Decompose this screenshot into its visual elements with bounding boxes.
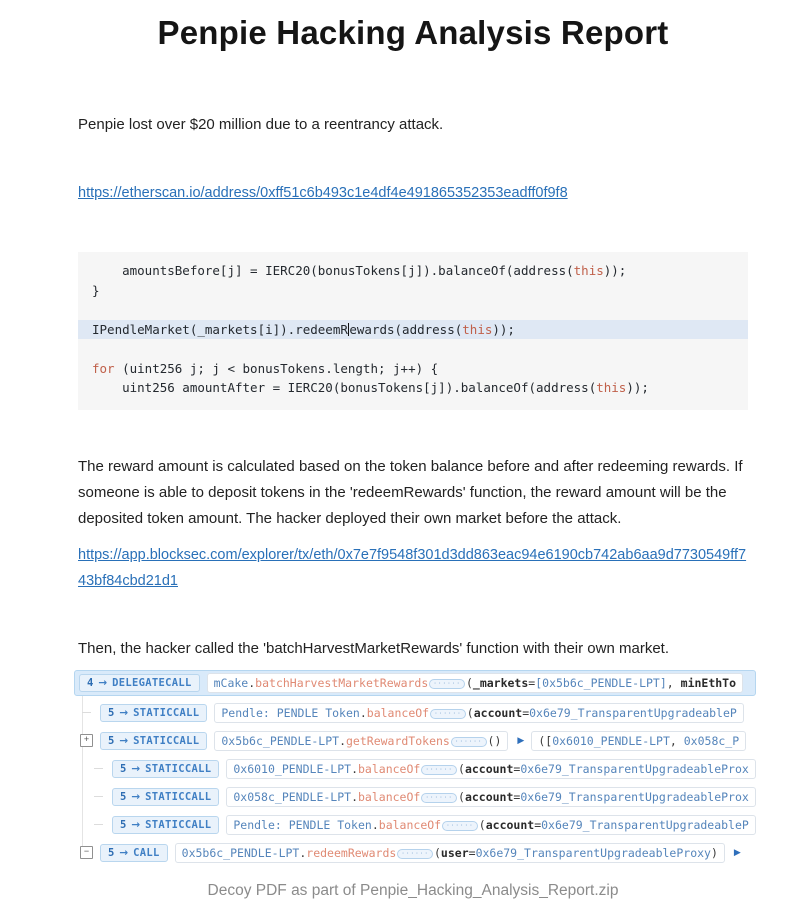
tree-connector	[94, 824, 103, 825]
trace-text: )	[710, 845, 718, 860]
trace-text: ,	[669, 733, 684, 748]
call-type-label: DELEGATECALL	[112, 676, 192, 689]
trace-row[interactable]	[74, 786, 756, 808]
trace-value: 0x6e79_TransparentUpgradeableProx	[520, 789, 749, 804]
trace-arg-name: account	[473, 705, 523, 720]
signature-badge: ······	[421, 765, 457, 775]
call-type-label: STATICCALL	[133, 706, 200, 719]
trace-value: 0x6e79_TransparentUpgradeableProx	[520, 761, 749, 776]
return-arrow-icon[interactable]: ▶	[733, 847, 741, 858]
code-line	[78, 359, 748, 379]
trace-text: (	[433, 845, 441, 860]
code-keyword: this	[462, 321, 493, 337]
intro-paragraph: Penpie lost over $20 million due to a reentrancy attack.	[78, 116, 444, 133]
call-signature	[214, 731, 508, 751]
trace-value: 0x6010_PENDLE-LPT	[552, 733, 670, 748]
trace-method-name: balanceOf	[358, 761, 421, 776]
call-depth-number: 5	[120, 790, 127, 803]
trace-text: (	[466, 705, 474, 720]
trace-text: ()	[487, 733, 502, 748]
signature-badge: ······	[397, 849, 433, 859]
arrow-right-icon: →	[131, 818, 141, 831]
trace-value: 0x5b6c_PENDLE-LPT	[181, 845, 300, 860]
trace-text: .	[351, 789, 358, 804]
call-type-pill	[100, 704, 207, 722]
call-type-label: STATICCALL	[145, 762, 212, 775]
arrow-right-icon: →	[131, 762, 141, 775]
trace-text: ,	[666, 675, 681, 690]
code-text: ));	[492, 321, 515, 337]
call-signature	[175, 843, 725, 863]
trace-text: .	[371, 817, 379, 832]
trace-method-name: redeemRewards	[306, 845, 397, 860]
trace-text: .	[351, 761, 358, 776]
trace-method-name: balanceOf	[358, 789, 421, 804]
arrow-right-icon: →	[131, 790, 141, 803]
trace-value: 0x5b6c_PENDLE-LPT	[221, 733, 340, 748]
trace-row[interactable]	[74, 730, 756, 752]
trace-text: (	[465, 675, 473, 690]
call-type-label: STATICCALL	[145, 818, 212, 831]
call-signature	[214, 703, 743, 723]
call-depth-number: 5	[108, 706, 115, 719]
call-type-pill	[79, 674, 200, 692]
page-title: Penpie Hacking Analysis Report	[157, 14, 669, 51]
trace-text: =	[534, 817, 542, 832]
trace-row[interactable]	[74, 670, 756, 696]
trace-value: 0x6e79_TransparentUpgradeableProxy	[475, 845, 711, 860]
trace-text: ([	[538, 733, 553, 748]
trace-value: [0x5b6c_PENDLE-LPT]	[535, 675, 667, 690]
trace-row[interactable]	[74, 814, 756, 836]
trace-value: mCake	[213, 675, 249, 690]
trace-arg-name: account	[464, 789, 514, 804]
trace-value: Pendle: PENDLE Token	[221, 705, 360, 720]
trace-text: (	[478, 817, 486, 832]
code-line-highlighted	[78, 320, 748, 340]
trace-method-name: balanceOf	[366, 705, 430, 720]
trace-text: =	[513, 761, 521, 776]
trace-text: (	[458, 761, 465, 776]
signature-badge: ······	[430, 709, 466, 719]
trace-text: .	[339, 733, 346, 748]
code-keyword: for	[92, 360, 115, 376]
call-trace	[74, 670, 756, 864]
trace-row[interactable]	[74, 758, 756, 780]
trace-arg-name: minEthTo	[680, 675, 737, 690]
trace-arg-name: account	[464, 761, 514, 776]
trace-row[interactable]	[74, 842, 756, 864]
code-text: IPendleMarket(_markets[i]).redeemR	[92, 321, 348, 337]
code-line	[78, 339, 748, 359]
trace-text: =	[522, 705, 530, 720]
arrow-right-icon: →	[98, 676, 108, 689]
trace-value: Pendle: PENDLE Token	[233, 817, 372, 832]
trace-text: (	[458, 789, 465, 804]
code-text: }	[92, 282, 100, 298]
code-keyword: this	[573, 263, 604, 278]
trace-method-name: batchHarvestMarketRewards	[255, 675, 429, 690]
trace-text: .	[359, 705, 367, 720]
code-line	[78, 281, 748, 301]
trace-value: 0x6e79_TransparentUpgradeableP	[541, 817, 749, 832]
tree-connector	[94, 768, 103, 769]
call-type-pill	[112, 788, 219, 806]
decoy-caption: Decoy PDF as part of Penpie_Hacking_Analysis_Report.zip	[207, 881, 619, 899]
collapse-icon[interactable]: −	[80, 846, 93, 859]
call-depth-number: 5	[108, 846, 115, 859]
call-type-label: CALL	[133, 846, 160, 859]
trace-arg-name: account	[485, 817, 535, 832]
etherscan-link[interactable]: https://etherscan.io/address/0xff51c6b493c1e4df4e491865352353eadff0f9f8	[78, 185, 568, 201]
code-text: ));	[603, 263, 627, 278]
trace-text: =	[528, 675, 536, 690]
return-arrow-icon[interactable]: ▶	[517, 735, 525, 746]
signature-badge: ······	[451, 737, 487, 747]
call-depth-number: 5	[108, 734, 115, 747]
call-type-pill	[100, 732, 207, 750]
signature-badge: ······	[421, 793, 457, 803]
call-signature	[226, 759, 755, 779]
arrow-right-icon: →	[119, 734, 129, 747]
code-text: uint256 amountAfter = IERC20(bonusTokens[j]).balanceOf(address(	[92, 380, 597, 395]
call-depth-number: 5	[120, 762, 127, 775]
trace-arg-name: _markets	[472, 675, 529, 690]
then-paragraph: Then, the hacker called the 'batchHarvestMarketRewards' function with their own market.	[78, 639, 669, 657]
blocksec-link[interactable]: https://app.blocksec.com/explorer/tx/eth/0x7e7f9548f301d3dd863eac94e6190cb742ab6aa9d7730549ff743bf84cbd21d1	[78, 546, 747, 589]
expand-icon[interactable]: +	[80, 734, 93, 747]
call-type-label: STATICCALL	[133, 734, 200, 747]
trace-row[interactable]	[74, 702, 756, 724]
call-type-pill	[112, 760, 219, 778]
call-signature	[207, 673, 743, 693]
trace-text: =	[513, 789, 521, 804]
trace-value: 0x6e79_TransparentUpgradeableP	[529, 705, 737, 720]
trace-arg-name: user	[440, 845, 469, 860]
trace-text: .	[248, 675, 256, 690]
trace-method-name: balanceOf	[378, 817, 442, 832]
code-line	[78, 378, 748, 398]
call-type-pill	[100, 844, 168, 862]
trace-value: 0x058c_PENDLE-LPT	[233, 789, 352, 804]
call-type-pill	[112, 816, 219, 834]
code-line	[78, 300, 748, 320]
code-text: ewards(address(	[349, 321, 463, 337]
trace-method-name: getRewardTokens	[346, 733, 450, 748]
tree-connector	[82, 712, 91, 713]
signature-badge: ······	[442, 821, 478, 831]
call-depth-number: 5	[120, 818, 127, 831]
signature-badge: ······	[429, 679, 465, 689]
trace-value: 0x6010_PENDLE-LPT	[233, 761, 352, 776]
analysis-paragraph: The reward amount is calculated based on the token balance before and after redeeming rewards. If someone is able to deposit tokens in the 'redeemRewards' function, the reward amount will be the deposited token amount. The hacker deployed their own market before the attack.	[78, 457, 743, 527]
trace-text: .	[299, 845, 307, 860]
code-text: amountsBefore[j] = IERC20(bonusTokens[j]).balanceOf(address(	[92, 263, 574, 278]
call-signature	[226, 815, 755, 835]
arrow-right-icon: →	[119, 846, 129, 859]
return-value	[531, 731, 746, 751]
call-type-label: STATICCALL	[145, 790, 212, 803]
code-keyword: this	[596, 380, 627, 395]
code-text: ));	[626, 380, 649, 395]
arrow-right-icon: →	[119, 706, 129, 719]
code-text: (uint256 j; j < bonusTokens.length; j++) {	[114, 360, 439, 376]
trace-value: 0x058c_P	[683, 733, 740, 748]
call-signature	[226, 787, 755, 807]
tree-connector	[94, 796, 103, 797]
call-depth-number: 4	[87, 676, 94, 689]
trace-text: =	[468, 845, 476, 860]
code-block	[78, 252, 748, 410]
code-line	[78, 261, 748, 281]
